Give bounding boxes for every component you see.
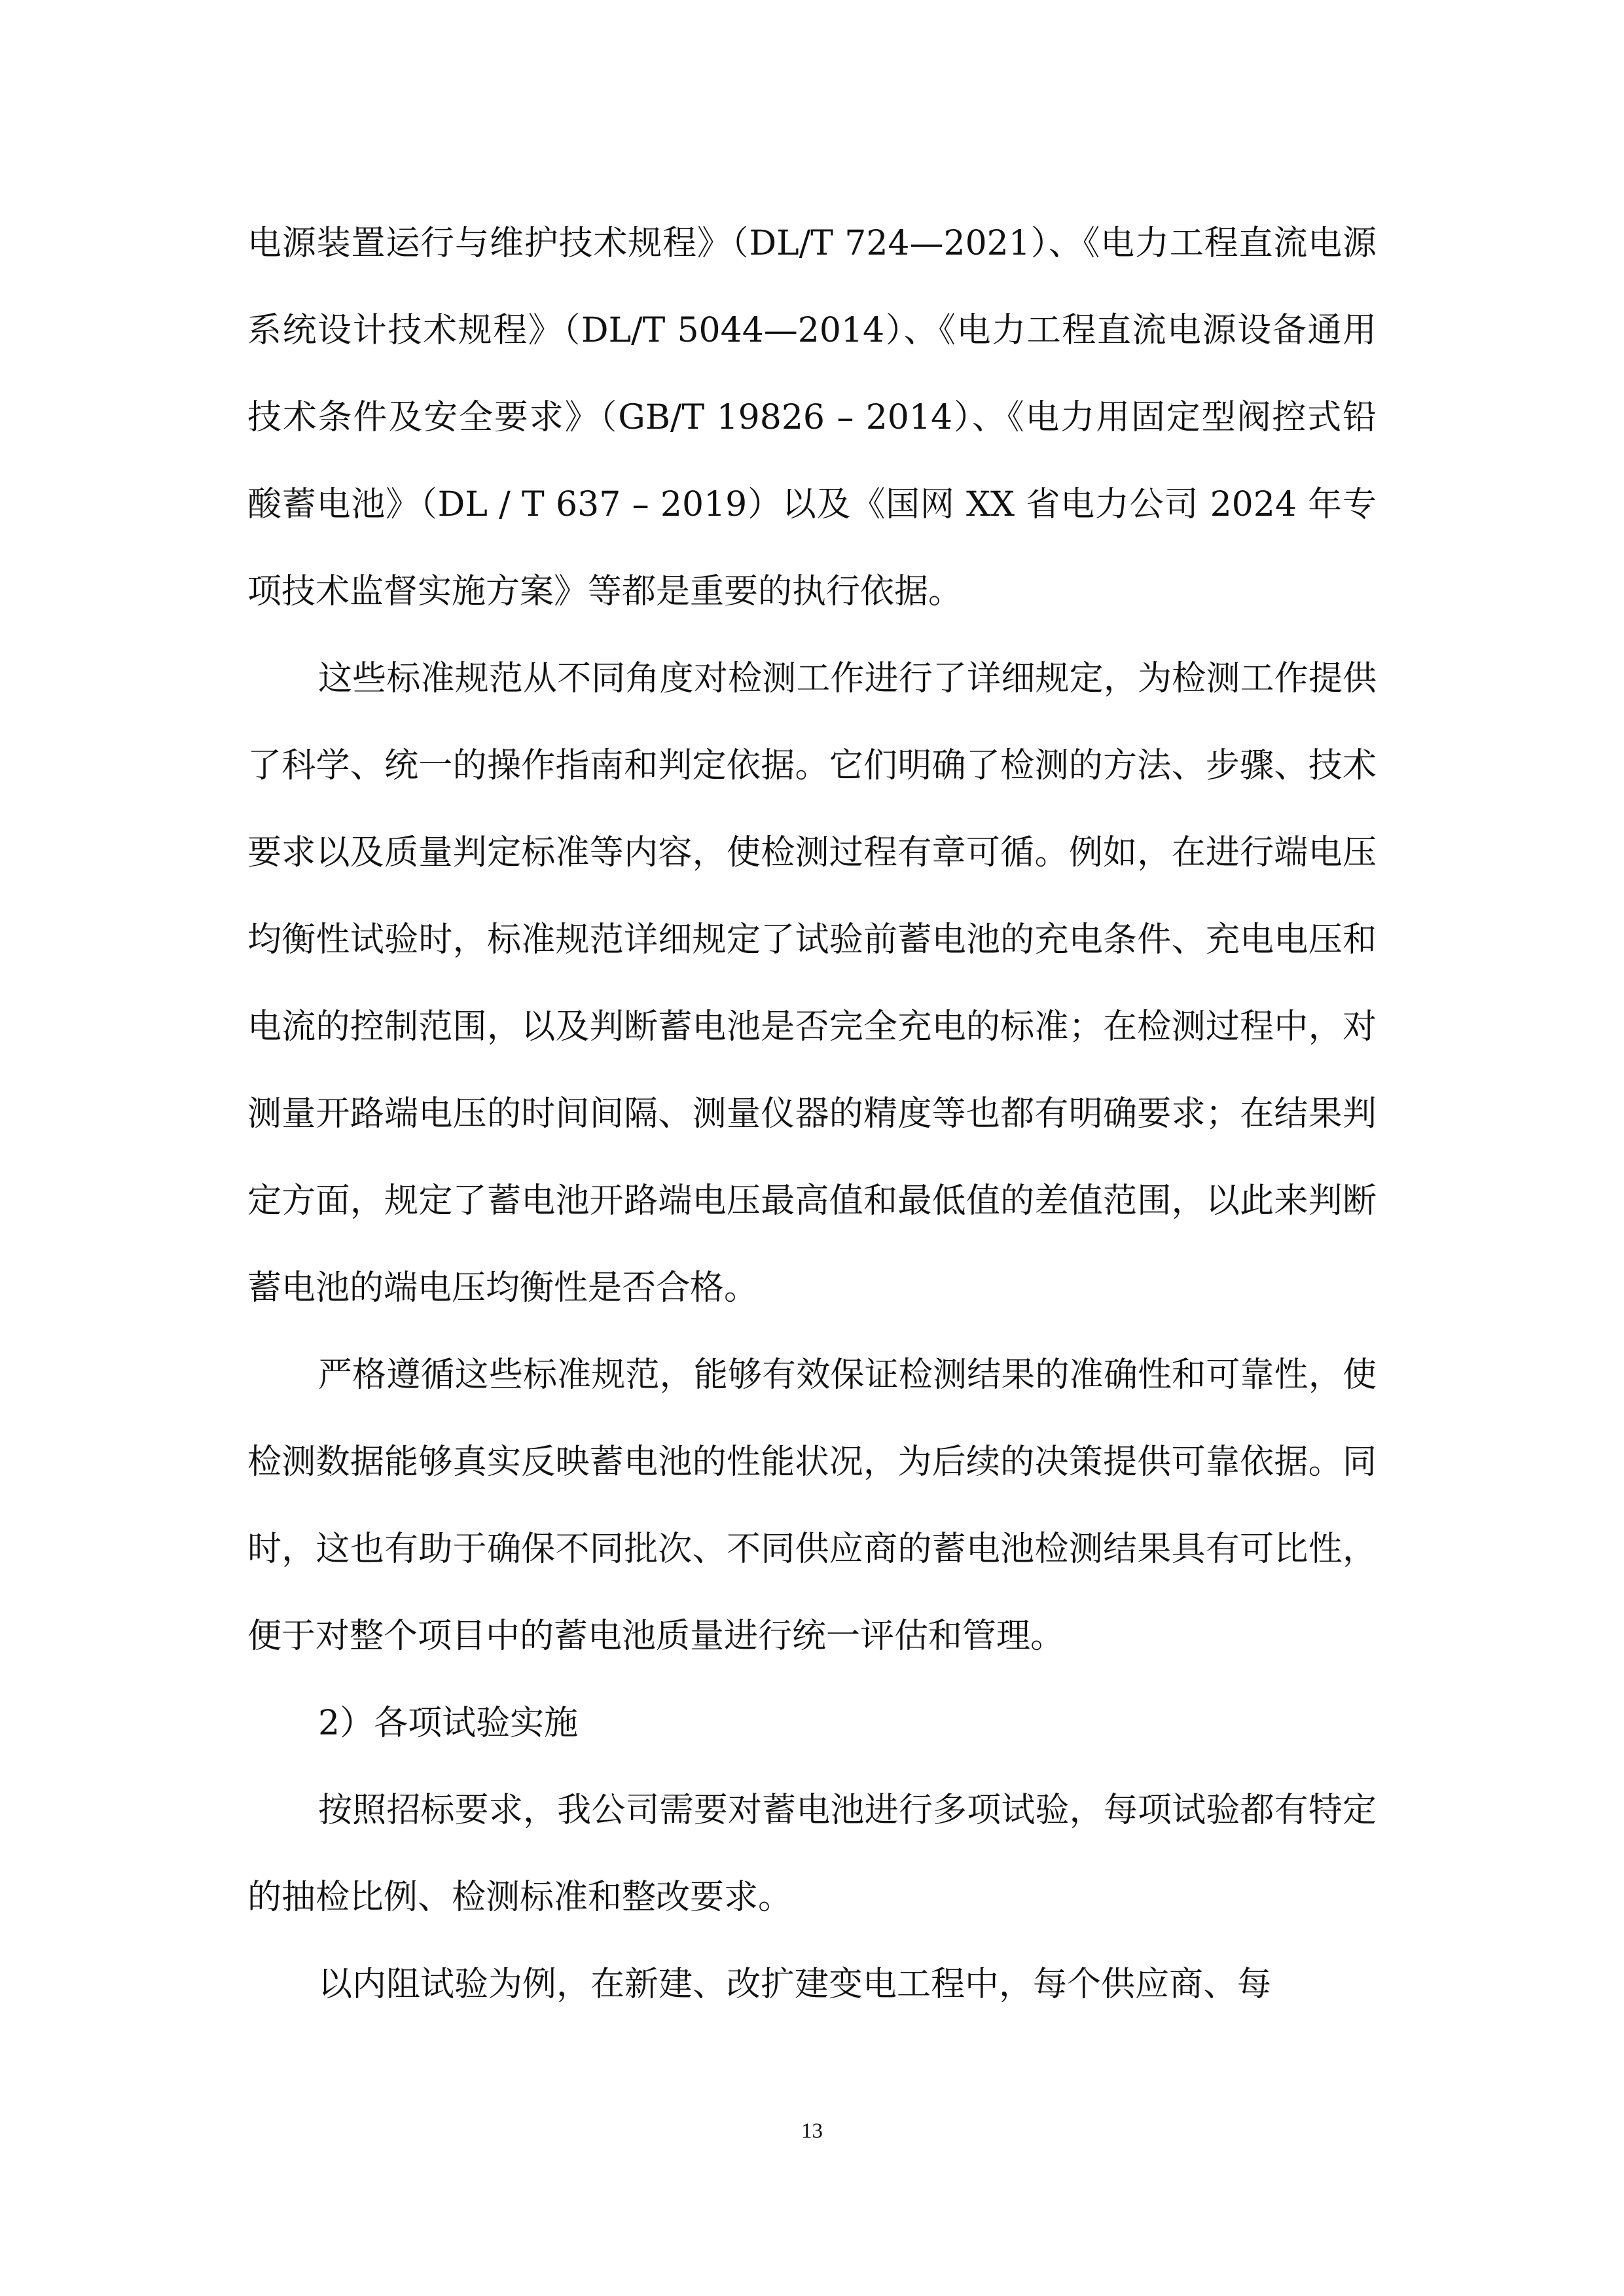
paragraph-test-requirements: 按照招标要求，我公司需要对蓄电池进行多项试验，每项试验都有特定的抽检比例、检测标准和整改要求。 [247, 1791, 1377, 1917]
paragraph-standards-list: 电源装置运行与维护技术规程》（DL/T 724—2021）、《电力工程直流电源系统设计技术规程》（DL/T 5044—2014）、《电力工程直流电源设备通用技术条件及安全要求》（GB/T 19826 – 2014）、《电力用固定型阀控式铅酸蓄电池》（DL / T 637 – 2019）以及《国网 XX 省电力公司 2024 年专项技术监督实施方案》等都是重要的执行依据。 [247, 224, 1377, 611]
body-text [247, 200, 1377, 2028]
section-heading-test-implementation: 2）各项试验实施 [318, 1704, 579, 1743]
page-number: 13 [801, 2119, 823, 2143]
paragraph-compliance: 严格遵循这些标准规范，能够有效保证检测结果的准确性和可靠性，使检测数据能够真实反映蓄电池的性能状况，为后续的决策提供可靠依据。同时，这也有助于确保不同批次、不同供应商的蓄电池检测结果具有可比性，便于对整个项目中的蓄电池质量进行统一评估和管理。 [247, 1355, 1377, 1656]
paragraph-standards-role: 这些标准规范从不同角度对检测工作进行了详细规定，为检测工作提供了科学、统一的操作指南和判定依据。它们明确了检测的方法、步骤、技术要求以及质量判定标准等内容，使检测过程有章可循。例如，在进行端电压均衡性试验时，标准规范详细规定了试验前蓄电池的充电条件、充电电压和电流的控制范围，以及判断蓄电池是否完全充电的标准；在检测过程中，对测量开路端电压的时间间隔、测量仪器的精度等也都有明确要求；在结果判定方面，规定了蓄电池开路端电压最高值和最低值的差值范围，以此来判断蓄电池的端电压均衡性是否合格。 [247, 659, 1377, 1308]
paragraph-internal-resistance: 以内阻试验为例，在新建、改扩建变电工程中，每个供应商、每 [318, 1965, 1272, 2004]
